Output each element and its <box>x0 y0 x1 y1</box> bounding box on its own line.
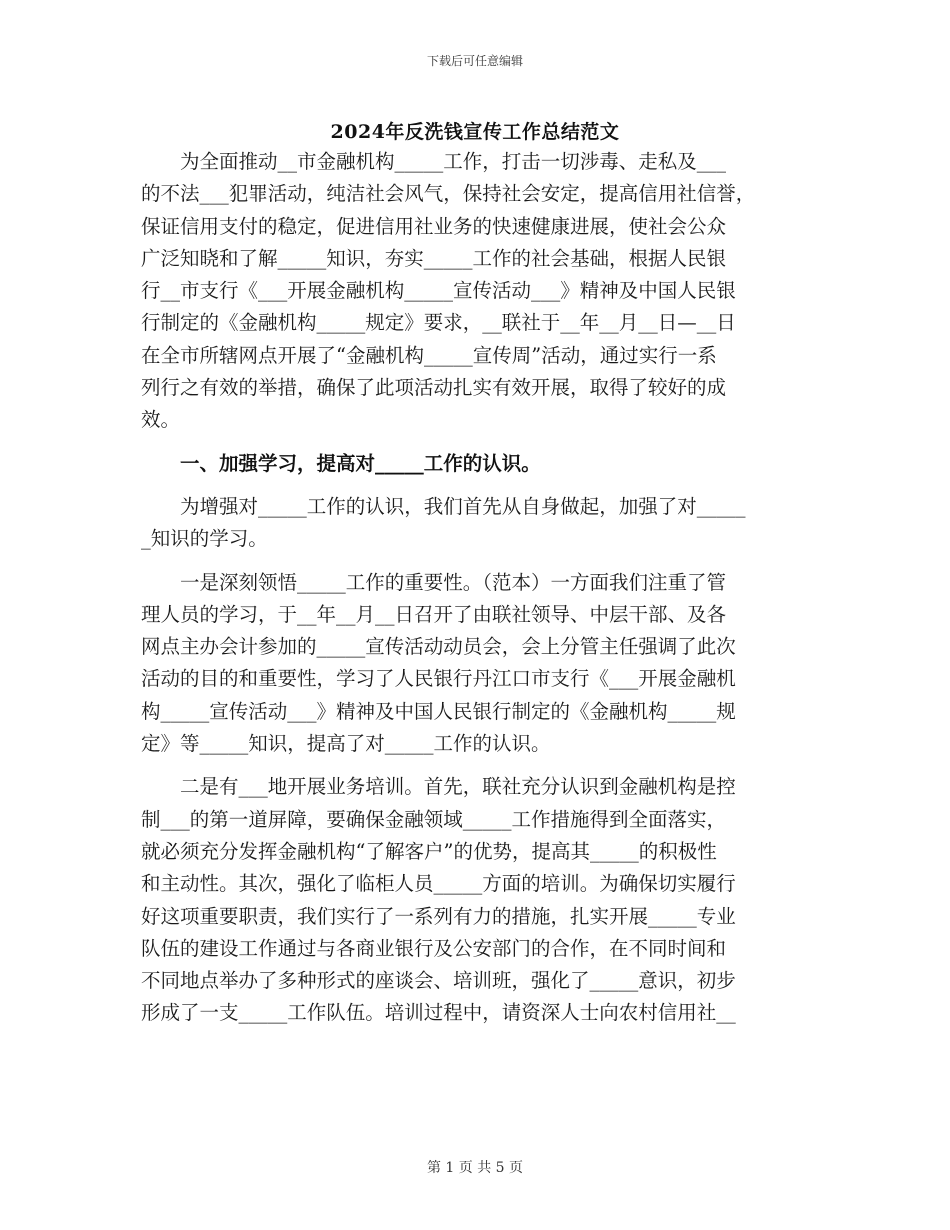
paragraph-line: 行__市支行《___开展金融机构_____宣传活动___》精神及中国人民银 <box>141 279 736 303</box>
paragraph-line: 二是有___地开展业务培训。首先，联社充分认识到金融机构是控 <box>141 775 736 799</box>
paragraph-line: 理人员的学习，于__年__月__日召开了由联社领导、中层干部、及各 <box>141 602 727 626</box>
paragraph-line: 一是深刻领悟_____工作的重要性。（范本）一方面我们注重了管 <box>141 570 727 594</box>
page-number: 第 1 页 共 5 页 <box>426 1160 524 1176</box>
paragraph-line: 保证信用支付的稳定，促进信用社业务的快速健康进展，使社会公众 <box>141 214 727 238</box>
paragraph-line: 就必须充分发挥金融机构“了解客户”的优势，提高其_____的积极性 <box>141 839 717 863</box>
document-body <box>141 146 813 1030</box>
document-title: 2024年反洗钱宣传工作总结范文 <box>330 121 620 143</box>
paragraph-line: 行制定的《金融机构_____规定》要求，__联社于__年__月__日—__日 <box>141 311 736 335</box>
paragraph-line: 制___的第一道屏障，要确保金融领域_____工作措施得到全面落实， <box>141 807 727 831</box>
paragraph-line: 的不法___犯罪活动，纯洁社会风气，保持社会安定，提高信用社信誉， <box>141 182 756 206</box>
paragraph-line: 为全面推动__市金融机构_____工作，打击一切涉毒、走私及___ <box>141 150 727 173</box>
page-header-note: 下载后可任意编辑 <box>426 54 523 68</box>
paragraph-line: 网点主办会计参加的_____宣传活动动员会，会上分管主任强调了此次 <box>141 635 736 659</box>
paragraph-line: 效。 <box>141 408 181 432</box>
paragraph-line: 队伍的建设工作通过与各商业银行及公安部门的合作，在不同时间和 <box>141 936 727 960</box>
paragraph-line: 好这项重要职责，我们实行了一系列有力的措施，扎实开展_____专业 <box>141 904 736 928</box>
paragraph-line: 广泛知晓和了解_____知识，夯实_____工作的社会基础，根据人民银 <box>141 246 727 270</box>
paragraph-line: 不同地点举办了多种形式的座谈会、培训班，强化了_____意识，初步 <box>141 969 736 993</box>
paragraph-line: _知识的学习。 <box>141 527 268 551</box>
paragraph-line: 构_____宣传活动___》精神及中国人民银行制定的《金融机构_____规 <box>141 699 736 723</box>
section-heading: 一、加强学习，提高对_____工作的认识。 <box>141 451 541 475</box>
paragraph-line: 形成了一支_____工作队伍。培训过程中，请资深人士向农村信用社__ <box>141 1001 736 1025</box>
paragraph-line: 在全市所辖网点开展了“金融机构_____宣传周”活动，通过实行一系 <box>141 343 717 367</box>
paragraph-line: 和主动性。其次，强化了临柜人员_____方面的培训。为确保切实履行 <box>141 872 736 896</box>
paragraph-line: 定》等_____知识，提高了对_____工作的认识。 <box>141 732 551 756</box>
paragraph-line: 活动的目的和重要性，学习了人民银行丹江口市支行《___开展金融机 <box>141 667 736 691</box>
paragraph-line: 为增强对_____工作的认识，我们首先从自身做起，加强了对_____ <box>141 494 746 518</box>
paragraph-line: 列行之有效的举措，确保了此项活动扎实有效开展，取得了较好的成 <box>141 376 727 400</box>
